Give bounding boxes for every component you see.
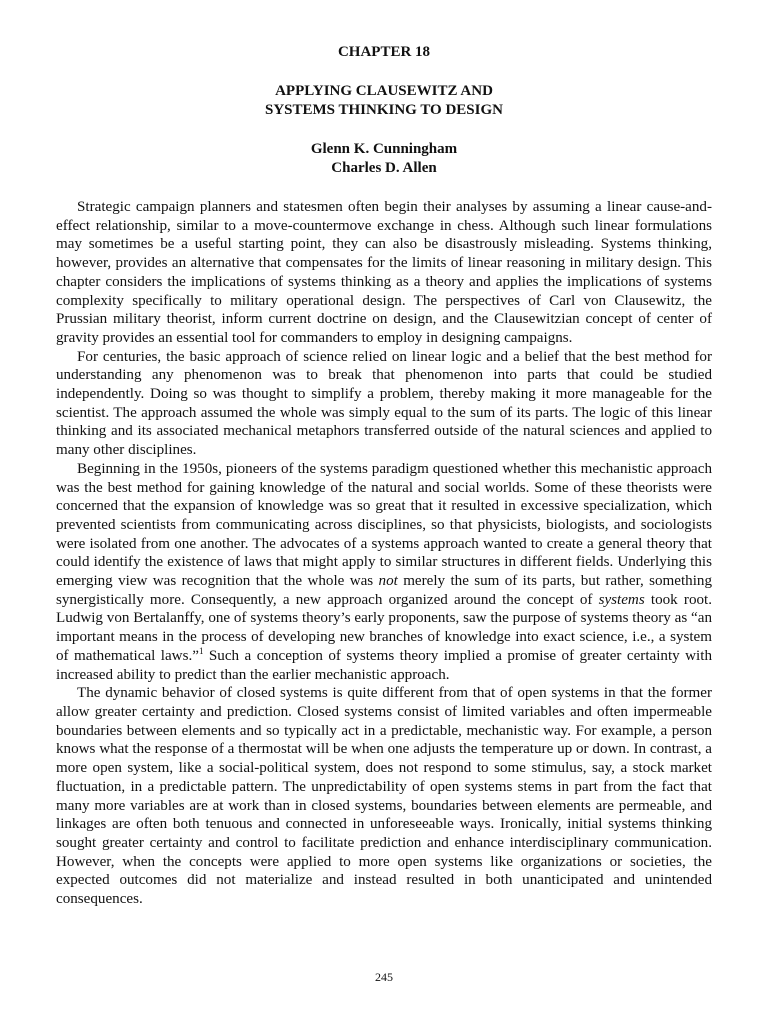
author-name: Glenn K. Cunningham: [310, 141, 458, 157]
page-number: 245: [375, 970, 393, 984]
chapter-label: CHAPTER 18: [337, 44, 431, 60]
paragraph-text: merely the sum of its parts, but rather, something synergistically more. Consequently, a new approach organized around the concept of: [56, 573, 713, 608]
chapter-title-line-1: APPLYING CLAUSEWITZ AND: [275, 83, 493, 99]
paragraph: Strategic campaign planners and statesmen often begin their analyses by assuming a linear cause-and-effect relationship, similar to a move-countermove exchange in chess. Although such linear formulations may sometimes be a useful starting point, they can also be disastrously misleading. Systems thinking, however, provides an alternative that compensates for the limits of linear reasoning in military design. This chapter considers the implications of systems thinking as a theory and applies the implications of systems complexity specifically to military operational design. The perspectives of Carl von Clausewitz, the Prussian military theorist, inform current doctrine on design, and the Clausewitzian concept of center of gravity provides an essential tool for commanders to employ in designing campaigns.: [56, 199, 712, 346]
emphasis-text: not: [378, 573, 398, 590]
chapter-title-line-2: SYSTEMS THINKING TO DESIGN: [264, 102, 503, 118]
paragraph-text: took root. Ludwig von Bertalanffy, one of systems theory’s early proponents, saw the purpose of systems theory as “an important means in the process of developing new branches of knowledge into exact science, i.e., a system of mathematical laws.”: [56, 591, 713, 664]
paragraph: For centuries, the basic approach of science relied on linear logic and a belief that the best method for understanding any phenomenon was to break that phenomenon into parts that could be studied independently. Doing so was thought to simplify a problem, thereby making it more manageable for the scientist. The approach assumed the whole was simply equal to the sum of its parts. The logic of this linear thinking and its associated mechanical metaphors transferred outside of the natural sciences and applied to many other disciplines.: [56, 348, 712, 459]
paragraph-text: Such a conception of systems theory implied a promise of greater certainty with increased ability to predict than the earlier mechanistic approach.: [56, 647, 712, 683]
emphasis-text: systems: [598, 591, 645, 608]
paragraph: [56, 460, 712, 684]
author-block: [56, 140, 712, 178]
paragraph-text: Beginning in the 1950s, pioneers of the systems paradigm questioned whether this mechanistic approach was the best method for gaining knowledge of the natural and social worlds. Some of these theorists were concerned that the expansion of knowledge was so great that it resulted in excessive specialization, which prevented scientists from communicating across disciplines, so that physicists, biologists, and sociologists were isolated from one another. The advocates of a systems approach wanted to create a general theory that could identify the existence of laws that might apply to similar structures in different fields. Underlying this emerging view was recognition that the whole was: [56, 460, 712, 590]
author-name: Charles D. Allen: [331, 160, 437, 176]
chapter-title: [56, 82, 712, 120]
body-text: [56, 198, 712, 909]
paragraph: The dynamic behavior of closed systems is quite different from that of open systems in that the former allow greater certainty and prediction. Closed systems consist of limited variables and often impermeable boundaries between elements and so typically act in a predictable, mechanistic way. For example, a person knows what the response of a thermostat will be when one adjusts the temperature up or down. In contrast, a more open system, like a social-political system, does not respond to some stimulus, say, a stock market fluctuation, in a predictable pattern. The unpredictability of open systems stems in part from the fact that many more variables are at work than in closed systems, boundaries between elements are permeable, and linkages are often both tenuous and connected in unforeseeable ways. Ironically, initial systems thinking sought greater certainty and control to facilitate prediction and enhance interdisciplinary communication. However, when the concepts were applied to more open systems like organizations or societies, the expected outcomes did not materialize and instead resulted in both unanticipated and unintended consequences.: [56, 685, 712, 908]
footnote-marker: 1: [198, 645, 204, 656]
